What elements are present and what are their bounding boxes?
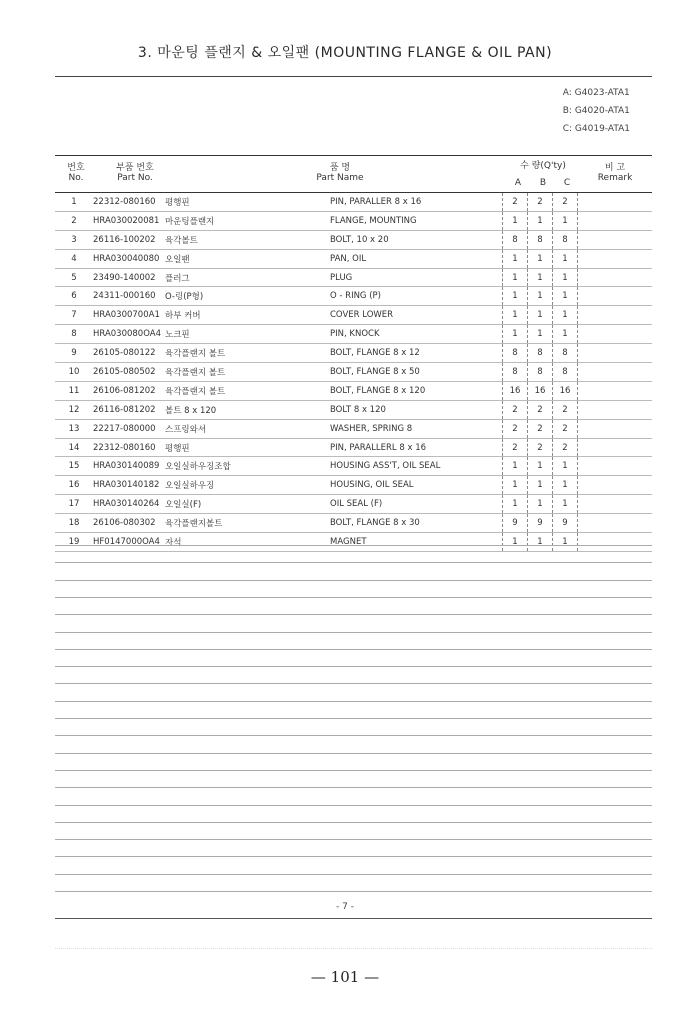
cell-c: 2 xyxy=(553,419,578,438)
cell-b: 2 xyxy=(528,193,553,211)
header-part-en: Part No. xyxy=(117,173,153,183)
table-row xyxy=(55,514,652,533)
cell-b: 9 xyxy=(528,514,553,533)
cell-part: 23490-140002 xyxy=(93,268,165,287)
empty-ruled-line xyxy=(55,874,652,875)
cell-en: PIN, KNOCK xyxy=(330,325,503,344)
table-row xyxy=(55,381,652,400)
cell-no: 3 xyxy=(55,230,93,249)
model-b: B: G4020-ATA1 xyxy=(562,106,630,116)
table-row xyxy=(55,419,652,438)
cell-kr: 노크핀 xyxy=(165,325,330,344)
cell-no: 10 xyxy=(55,363,93,382)
cell-b: 1 xyxy=(528,287,553,306)
table-row xyxy=(55,306,652,325)
header-remark-en: Remark xyxy=(597,173,633,183)
table-row xyxy=(55,476,652,495)
empty-ruled-line xyxy=(55,580,652,581)
cell-c: 1 xyxy=(553,325,578,344)
cell-a: 2 xyxy=(503,400,528,419)
empty-ruled-line xyxy=(55,856,652,857)
cell-kr: 하부 커버 xyxy=(165,306,330,325)
cell-a: 2 xyxy=(503,438,528,457)
cell-no: 16 xyxy=(55,476,93,495)
model-list xyxy=(563,84,630,138)
empty-ruled-line xyxy=(55,891,652,892)
cell-part: HRA030080OA4 xyxy=(93,325,165,344)
cell-part: HF0147000OA4 xyxy=(93,533,165,552)
cell-kr: O-링(P형) xyxy=(165,287,330,306)
header-top-rule xyxy=(55,155,652,156)
cell-en: BOLT, FLANGE 8 x 30 xyxy=(330,514,503,533)
cell-b: 2 xyxy=(528,438,553,457)
cell-part: 24311-000160 xyxy=(93,287,165,306)
empty-ruled-line xyxy=(55,822,652,823)
cell-a: 1 xyxy=(503,457,528,476)
header-remark-kr: 비 고 xyxy=(604,163,626,173)
cell-part: 26116-100202 xyxy=(93,230,165,249)
cell-kr: 육각플랜지볼트 xyxy=(165,514,330,533)
cell-remark xyxy=(578,363,653,382)
cell-no: 19 xyxy=(55,533,93,552)
cell-c: 1 xyxy=(553,268,578,287)
cell-en: FLANGE, MOUNTING xyxy=(330,211,503,230)
model-a: A: G4023-ATA1 xyxy=(562,88,630,98)
cell-a: 8 xyxy=(503,363,528,382)
cell-en: BOLT, FLANGE 8 x 50 xyxy=(330,363,503,382)
cell-no: 6 xyxy=(55,287,93,306)
cell-remark xyxy=(578,211,653,230)
cell-b: 1 xyxy=(528,476,553,495)
cell-en: OIL SEAL (F) xyxy=(330,495,503,514)
cell-a: 1 xyxy=(503,476,528,495)
cell-b: 8 xyxy=(528,230,553,249)
cell-a: 9 xyxy=(503,514,528,533)
cell-remark xyxy=(578,438,653,457)
scan-faint-line xyxy=(55,948,652,949)
header-part-kr: 부품 번호 xyxy=(116,163,154,173)
footer-section-page: - 7 - xyxy=(336,902,354,912)
cell-no: 8 xyxy=(55,325,93,344)
cell-part: HRA030140182 xyxy=(93,476,165,495)
cell-remark xyxy=(578,287,653,306)
header-name-kr: 품 명 xyxy=(329,163,351,173)
cell-kr: 오일팬 xyxy=(165,249,330,268)
empty-ruled-line xyxy=(55,632,652,633)
cell-no: 5 xyxy=(55,268,93,287)
cell-part: HRA0300700A1 xyxy=(93,306,165,325)
empty-ruled-line xyxy=(55,649,652,650)
cell-no: 12 xyxy=(55,400,93,419)
cell-remark xyxy=(578,533,653,552)
cell-no: 13 xyxy=(55,419,93,438)
cell-kr: 육각플랜지 볼트 xyxy=(165,363,330,382)
cell-kr: 평행핀 xyxy=(165,193,330,211)
cell-no: 1 xyxy=(55,193,93,211)
cell-c: 8 xyxy=(553,230,578,249)
empty-ruled-line xyxy=(55,562,652,563)
cell-no: 7 xyxy=(55,306,93,325)
cell-part: HRA030140264 xyxy=(93,495,165,514)
cell-en: MAGNET xyxy=(330,533,503,552)
cell-c: 2 xyxy=(553,438,578,457)
cell-a: 8 xyxy=(503,344,528,363)
table-row xyxy=(55,363,652,382)
cell-part: HRA030020081 xyxy=(93,211,165,230)
header-qty-a: A xyxy=(514,178,522,188)
cell-b: 1 xyxy=(528,249,553,268)
table-row xyxy=(55,287,652,306)
cell-b: 16 xyxy=(528,381,553,400)
cell-a: 1 xyxy=(503,495,528,514)
table-row xyxy=(55,400,652,419)
cell-en: O - RING (P) xyxy=(330,287,503,306)
bottom-rule xyxy=(55,918,652,919)
cell-b: 8 xyxy=(528,363,553,382)
cell-part: 26105-080502 xyxy=(93,363,165,382)
cell-part: 26106-081202 xyxy=(93,381,165,400)
cell-no: 2 xyxy=(55,211,93,230)
cell-remark xyxy=(578,344,653,363)
cell-kr: 평행핀 xyxy=(165,438,330,457)
cell-a: 1 xyxy=(503,249,528,268)
cell-a: 1 xyxy=(503,325,528,344)
cell-kr: 자석 xyxy=(165,533,330,552)
cell-kr: 육각볼트 xyxy=(165,230,330,249)
header-no xyxy=(58,160,94,183)
empty-ruled-line xyxy=(55,597,652,598)
cell-a: 1 xyxy=(503,268,528,287)
cell-en: HOUSING ASS'T, OIL SEAL xyxy=(330,457,503,476)
cell-a: 2 xyxy=(503,193,528,211)
cell-no: 9 xyxy=(55,344,93,363)
cell-en: PIN, PARALLER 8 x 16 xyxy=(330,193,503,211)
cell-c: 2 xyxy=(553,193,578,211)
empty-ruled-line xyxy=(55,545,652,546)
header-name-en: Part Name xyxy=(316,173,364,183)
table-row xyxy=(55,249,652,268)
cell-no: 14 xyxy=(55,438,93,457)
cell-en: BOLT, FLANGE 8 x 12 xyxy=(330,344,503,363)
empty-ruled-line xyxy=(55,666,652,667)
cell-c: 1 xyxy=(553,495,578,514)
cell-part: 26116-081202 xyxy=(93,400,165,419)
header-remark xyxy=(588,160,642,183)
cell-remark xyxy=(578,306,653,325)
cell-remark xyxy=(578,514,653,533)
empty-ruled-line xyxy=(55,753,652,754)
cell-remark xyxy=(578,495,653,514)
cell-en: PLUG xyxy=(330,268,503,287)
cell-remark xyxy=(578,268,653,287)
cell-en: COVER LOWER xyxy=(330,306,503,325)
cell-kr: 육각플랜지 볼트 xyxy=(165,381,330,400)
cell-c: 1 xyxy=(553,476,578,495)
empty-ruled-line xyxy=(55,839,652,840)
table-row xyxy=(55,438,652,457)
cell-c: 16 xyxy=(553,381,578,400)
table-row xyxy=(55,495,652,514)
empty-ruled-line xyxy=(55,718,652,719)
cell-c: 1 xyxy=(553,287,578,306)
cell-part: 26105-080122 xyxy=(93,344,165,363)
page-number: — 101 — xyxy=(310,968,380,986)
cell-part: HRA030140089 xyxy=(93,457,165,476)
cell-remark xyxy=(578,325,653,344)
cell-part: 22217-080000 xyxy=(93,419,165,438)
cell-no: 11 xyxy=(55,381,93,400)
header-qty: 수 량(Q'ty) xyxy=(520,161,566,171)
table-row xyxy=(55,268,652,287)
cell-a: 8 xyxy=(503,230,528,249)
cell-part: 22312-080160 xyxy=(93,193,165,211)
cell-en: BOLT, FLANGE 8 x 120 xyxy=(330,381,503,400)
cell-no: 17 xyxy=(55,495,93,514)
cell-en: PAN, OIL xyxy=(330,249,503,268)
parts-table xyxy=(55,193,652,552)
cell-kr: 오일실(F) xyxy=(165,495,330,514)
cell-a: 2 xyxy=(503,419,528,438)
header-no-kr: 번호 xyxy=(67,163,85,173)
table-row xyxy=(55,533,652,552)
cell-kr: 오일실하우징조합 xyxy=(165,457,330,476)
header-part-no xyxy=(100,160,170,183)
cell-kr: 마운팅플랜지 xyxy=(165,211,330,230)
cell-b: 1 xyxy=(528,306,553,325)
cell-en: BOLT 8 x 120 xyxy=(330,400,503,419)
empty-ruled-line xyxy=(55,735,652,736)
cell-part: HRA030040080 xyxy=(93,249,165,268)
cell-c: 1 xyxy=(553,211,578,230)
table-row xyxy=(55,344,652,363)
cell-a: 1 xyxy=(503,533,528,552)
cell-remark xyxy=(578,419,653,438)
table-row xyxy=(55,211,652,230)
cell-kr: 볼트 8 x 120 xyxy=(165,400,330,419)
cell-remark xyxy=(578,400,653,419)
cell-a: 16 xyxy=(503,381,528,400)
cell-b: 1 xyxy=(528,495,553,514)
cell-b: 1 xyxy=(528,325,553,344)
cell-b: 1 xyxy=(528,211,553,230)
cell-b: 8 xyxy=(528,344,553,363)
empty-ruled-line xyxy=(55,683,652,684)
cell-part: 22312-080160 xyxy=(93,438,165,457)
cell-c: 1 xyxy=(553,249,578,268)
cell-en: BOLT, 10 x 20 xyxy=(330,230,503,249)
header-qty-c: C xyxy=(563,178,571,188)
cell-c: 9 xyxy=(553,514,578,533)
page-title: 3. 마운팅 플랜지 & 오일팬 (MOUNTING FLANGE & OIL PAN) xyxy=(137,45,553,61)
header-part-name xyxy=(300,160,380,183)
empty-ruled-line xyxy=(55,701,652,702)
cell-no: 4 xyxy=(55,249,93,268)
cell-b: 1 xyxy=(528,533,553,552)
cell-kr: 스프링와셔 xyxy=(165,419,330,438)
cell-no: 15 xyxy=(55,457,93,476)
cell-kr: 플러그 xyxy=(165,268,330,287)
table-row xyxy=(55,325,652,344)
table-row xyxy=(55,457,652,476)
cell-c: 1 xyxy=(553,533,578,552)
title-rule xyxy=(55,76,652,77)
cell-remark xyxy=(578,193,653,211)
empty-ruled-line xyxy=(55,614,652,615)
cell-remark xyxy=(578,476,653,495)
cell-b: 2 xyxy=(528,419,553,438)
cell-no: 18 xyxy=(55,514,93,533)
empty-ruled-line xyxy=(55,805,652,806)
cell-kr: 오일실하우징 xyxy=(165,476,330,495)
table-row xyxy=(55,230,652,249)
cell-b: 2 xyxy=(528,400,553,419)
header-qty-b: B xyxy=(539,178,547,188)
cell-b: 1 xyxy=(528,268,553,287)
cell-c: 2 xyxy=(553,400,578,419)
cell-remark xyxy=(578,381,653,400)
cell-remark xyxy=(578,249,653,268)
cell-c: 8 xyxy=(553,363,578,382)
header-no-en: No. xyxy=(68,173,84,183)
cell-part: 26106-080302 xyxy=(93,514,165,533)
cell-en: WASHER, SPRING 8 xyxy=(330,419,503,438)
cell-remark xyxy=(578,230,653,249)
cell-a: 1 xyxy=(503,306,528,325)
empty-ruled-line xyxy=(55,770,652,771)
empty-ruled-line xyxy=(55,787,652,788)
cell-remark xyxy=(578,457,653,476)
cell-c: 8 xyxy=(553,344,578,363)
cell-en: PIN, PARALLERL 8 x 16 xyxy=(330,438,503,457)
cell-c: 1 xyxy=(553,457,578,476)
model-c: C: G4019-ATA1 xyxy=(562,124,630,134)
cell-en: HOUSING, OIL SEAL xyxy=(330,476,503,495)
table-row xyxy=(55,193,652,211)
cell-kr: 육각플랜지 볼트 xyxy=(165,344,330,363)
cell-c: 1 xyxy=(553,306,578,325)
cell-a: 1 xyxy=(503,211,528,230)
cell-a: 1 xyxy=(503,287,528,306)
cell-b: 1 xyxy=(528,457,553,476)
